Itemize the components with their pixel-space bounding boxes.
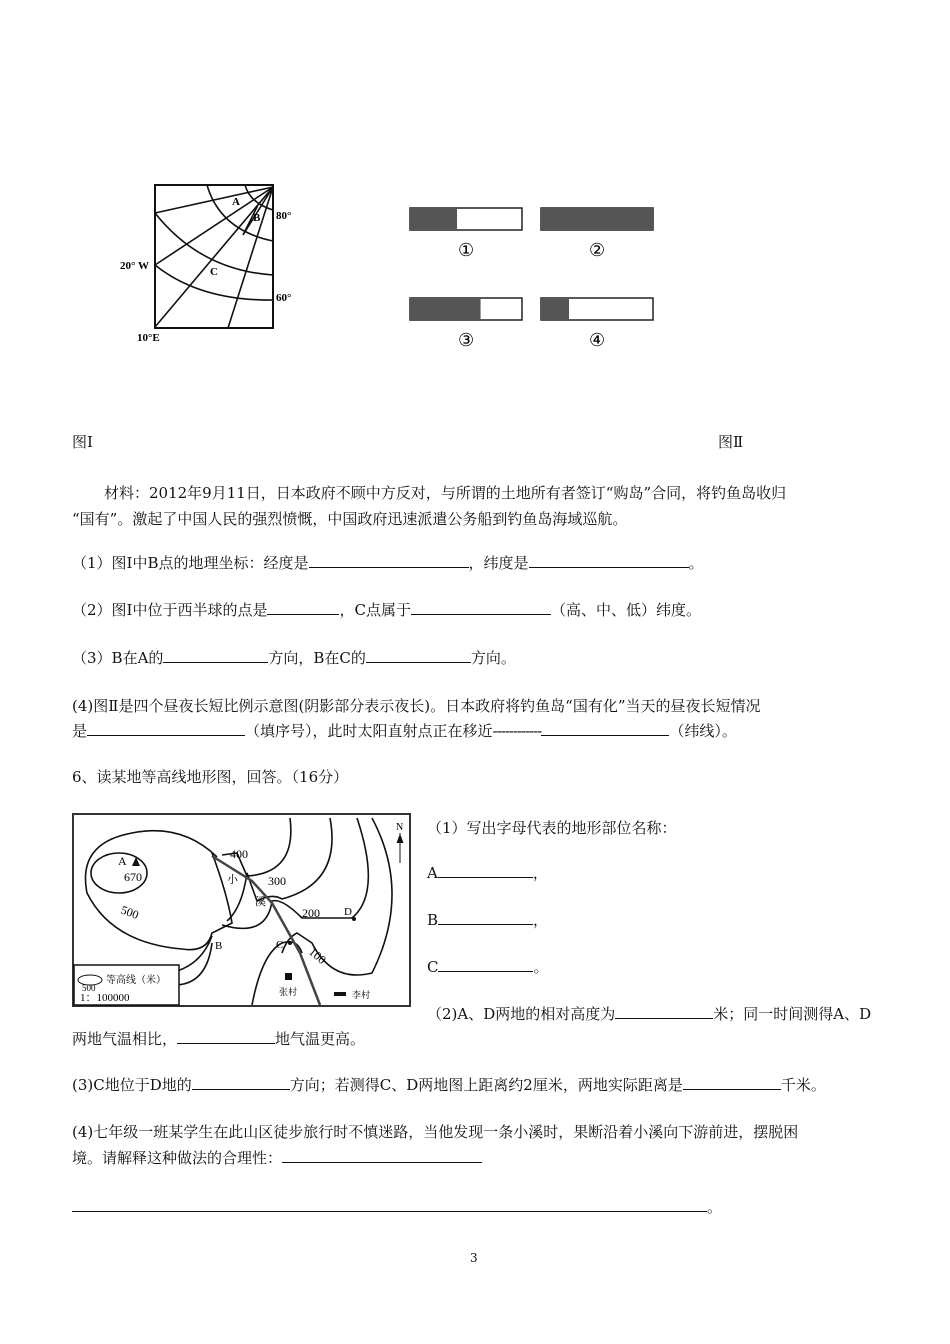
answer-blank[interactable] [267, 600, 339, 615]
question-6-title: 6、读某地等高线地形图，回答。（16分） [72, 768, 349, 786]
label-d: D [344, 906, 352, 918]
day-night-bar-2 [541, 208, 653, 260]
material-line-2: “国有”。激起了中国人民的强烈愤慨，中国政府迅速派遣公务船到钓鱼岛海域巡航。 [72, 510, 628, 528]
answer-blank[interactable] [438, 863, 533, 878]
village-zhang: 张村 [279, 987, 298, 997]
answer-blank[interactable] [282, 1148, 482, 1163]
answer-blank[interactable] [438, 957, 533, 972]
figure-1-caption: 图Ⅰ [72, 433, 93, 451]
answer-6-1-c: C 。 [427, 958, 549, 976]
question-6-3: (3)C地位于D地的 方向；若测得C、D两地图上距离约2厘米，两地实际距离是 千米。 [72, 1076, 826, 1094]
question-5-1: （1）图Ⅰ中B点的地理坐标：经度是 ，纬度是 。 [72, 554, 704, 572]
north-arrow-label: N [396, 822, 404, 833]
night-fill [410, 208, 457, 230]
question-5-2: （2）图Ⅰ中位于西半球的点是 ，C点属于 （高、中、低）纬度。 [72, 601, 701, 619]
question-6-4-line-3: 。 [72, 1197, 722, 1217]
map-scale: 1：100000 [80, 992, 130, 1004]
label-b: B [215, 940, 223, 952]
point-b: B [253, 212, 261, 224]
figure-2-day-night-bars [400, 195, 680, 360]
answer-blank[interactable] [163, 648, 268, 663]
night-fill [410, 298, 481, 320]
label-80: 80° [276, 210, 292, 222]
contour-400: 400 [230, 847, 248, 861]
peak-height: 670 [124, 870, 142, 884]
material-line-1: 材料：2012年9月11日，日本政府不顾中方反对，与所谓的土地所有者签订“购岛”合同，将钓鱼岛收归 [104, 484, 787, 502]
answer-blank[interactable] [87, 721, 245, 736]
label-10e: 10°E [137, 332, 160, 344]
night-fill [541, 208, 653, 230]
question-5-4-line-2: 是 （填序号），此时太阳直射点正在移近------------ （纬线）。 [72, 722, 737, 740]
question-6-2-line-2: 两地气温相比， 地气温更高。 [72, 1030, 366, 1048]
day-night-bar-3 [410, 298, 522, 350]
village-li: 李村 [352, 990, 371, 1000]
bar-label: ③ [458, 330, 475, 350]
contour-500: 500 [118, 902, 141, 922]
label-60: 60° [276, 292, 292, 304]
legend-contour-value: 500 [82, 983, 96, 993]
figure-2-caption: 图Ⅱ [718, 433, 744, 451]
bar-label: ④ [589, 330, 606, 350]
night-fill [541, 298, 569, 320]
answer-blank[interactable] [366, 648, 471, 663]
stream-label-2: 溪 [255, 896, 266, 908]
answer-blank[interactable] [72, 1197, 707, 1212]
label-c: C [276, 939, 284, 951]
answer-blank[interactable] [615, 1004, 713, 1019]
contour-map [72, 813, 412, 1008]
day-night-bar-4 [541, 298, 653, 350]
answer-blank[interactable] [192, 1075, 290, 1090]
question-6-1: （1）写出字母代表的地形部位名称： [427, 819, 677, 837]
answer-blank[interactable] [177, 1029, 275, 1044]
answer-blank[interactable] [309, 553, 469, 568]
bar-label: ① [458, 240, 475, 260]
answer-6-1-a: A ， [427, 864, 548, 882]
answer-blank[interactable] [438, 910, 533, 925]
legend-contour-label: 等高线（米） [106, 975, 166, 986]
question-6-4-line-1: (4)七年级一班某学生在此山区徒步旅行时不慎迷路，当他发现一条小溪时，果断沿着小溪向下游前进，摆脱困 [72, 1123, 799, 1141]
day-night-bar-1 [410, 208, 522, 260]
point-a: A [232, 196, 240, 208]
point-c: C [210, 266, 218, 278]
label-20w: 20° W [120, 260, 149, 272]
answer-blank[interactable] [541, 721, 669, 736]
stream-label-1: 小 [227, 874, 238, 886]
answer-6-1-b: B ， [427, 911, 549, 929]
contour-300: 300 [268, 874, 286, 888]
figure-1-graticule-map [110, 175, 310, 355]
label-a: A [118, 854, 127, 868]
contour-200: 200 [302, 906, 320, 920]
contour-100: 100 [306, 944, 329, 967]
answer-blank[interactable] [683, 1075, 781, 1090]
answer-blank[interactable] [411, 600, 551, 615]
answer-blank[interactable] [529, 553, 689, 568]
question-5-4-line-1: (4)图Ⅱ是四个昼夜长短比例示意图(阴影部分表示夜长)。日本政府将钓鱼岛“国有化”当天的昼夜长短情况 [72, 697, 761, 715]
question-6-2-line-1: （2)A、D两地的相对高度为 米；同一时间测得A、D [427, 1005, 872, 1023]
question-5-3: （3）B在A的 方向，B在C的 方向。 [72, 649, 516, 667]
bar-label: ② [589, 240, 606, 260]
question-6-4-line-2: 境。请解释这种做法的合理性： [72, 1148, 482, 1168]
page-number: 3 [470, 1251, 478, 1265]
